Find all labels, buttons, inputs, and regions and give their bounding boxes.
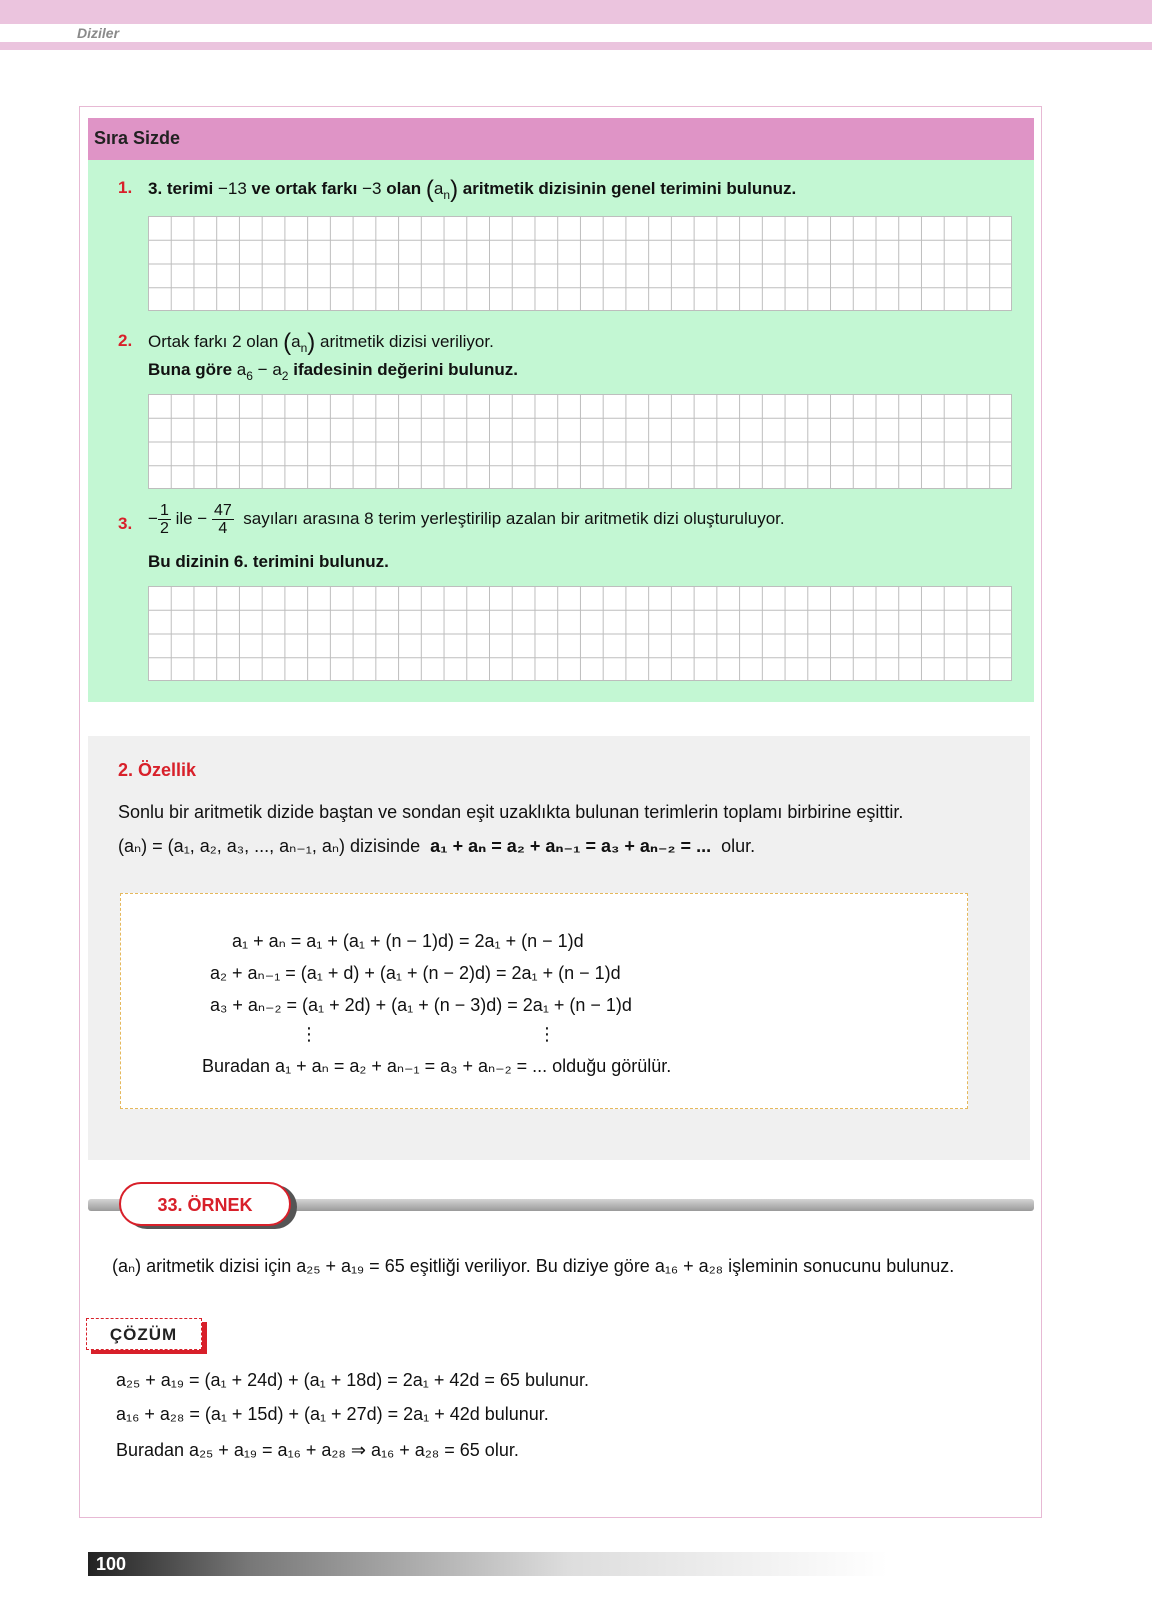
- header-band-bottom: [0, 42, 1152, 50]
- ornek-badge: [119, 1182, 291, 1226]
- proof-conclusion: Buradan a₁ + aₙ = a₂ + aₙ₋₁ = a₃ + aₙ₋₂ = ... olduğu görülür.: [202, 1056, 672, 1076]
- proof-eq-3: a₃ + aₙ₋₂ = (a₁ + 2d) + (a₁ + (n − 3)d) = 2a₁ + (n − 1)d: [210, 995, 632, 1015]
- ornek-question: (aₙ) aritmetik dizisi için a₂₅ + a₁₉ = 65 eşitliği veriliyor. Bu diziye göre a₁₆ + a₂₈ işleminin sonucunu bulunuz.: [112, 1256, 955, 1276]
- sira-sizde-title: Sıra Sizde: [94, 128, 181, 148]
- answer-grid-3[interactable]: [148, 586, 1012, 681]
- ozellik-statement: Sonlu bir aritmetik dizide baştan ve sondan eşit uzaklıkta bulunan terimlerin toplamı birbirine eşittir.: [118, 802, 904, 822]
- header-band-top: [0, 0, 1152, 24]
- cozum-badge: [86, 1318, 202, 1350]
- vdots-left: ⋮: [300, 1024, 318, 1044]
- ornek-label: 33. ÖRNEK: [157, 1195, 253, 1215]
- question-3-number: 3.: [118, 514, 133, 533]
- solution-line-2: a₁₆ + a₂₈ = (a₁ + 15d) + (a₁ + 27d) = 2a₁ + 42d bulunur.: [116, 1404, 549, 1424]
- ozellik-title: 2. Özellik: [118, 760, 197, 780]
- cozum-label: ÇÖZÜM: [109, 1325, 178, 1344]
- sira-sizde-header: [88, 118, 1034, 160]
- vdots-right: ⋮: [538, 1024, 556, 1044]
- answer-grid-2[interactable]: [148, 394, 1012, 489]
- question-1-number: 1.: [118, 178, 133, 197]
- page-number: 100: [96, 1554, 127, 1574]
- fraction-47-4: $\frac{47}{4}$: [213, 502, 232, 537]
- question-2-line-2: Buna göre $a_6 - a_2$ ifadesinin değerini bulunuz.: [148, 360, 519, 383]
- ozellik-sequence-line: (aₙ) = (a₁, a₂, a₃, ..., aₙ₋₁, aₙ) dizisinde a₁ + aₙ = a₂ + aₙ₋₁ = a₃ + aₙ₋₂ = ... olur.: [118, 836, 756, 856]
- proof-eq-2: a₂ + aₙ₋₁ = (a₁ + d) + (a₁ + (n − 2)d) = 2a₁ + (n − 1)d: [210, 963, 621, 983]
- answer-grid-1[interactable]: [148, 216, 1012, 311]
- proof-eq-1: a₁ + aₙ = a₁ + (a₁ + (n − 1)d) = 2a₁ + (n − 1)d: [232, 931, 584, 951]
- question-2-line-1: Ortak farkı 2 olan $(a_n)$ aritmetik dizisi veriliyor.: [148, 329, 494, 356]
- page-number-bar: [88, 1552, 888, 1576]
- question-2-number: 2.: [118, 331, 133, 350]
- question-1-text: 3. terimi −13 ve ortak farkı −3 olan $(a_n)$ aritmetik dizisinin genel terimini bulunuz.: [148, 176, 797, 203]
- question-3-line-2: Bu dizinin 6. terimini bulunuz.: [148, 552, 389, 571]
- fraction-1-2: $\frac{1}{2}$: [159, 502, 169, 537]
- solution-line-1: a₂₅ + a₁₉ = (a₁ + 24d) + (a₁ + 18d) = 2a₁ + 42d = 65 bulunur.: [116, 1370, 589, 1390]
- question-3-line-1: − $\frac{1}{2}$ ile − $\frac{47}{4}$ sayıları arasına 8 terim yerleştirilip azalan bir aritmetik dizi oluşturuluyor.: [148, 502, 785, 537]
- solution-line-3: Buradan a₂₅ + a₁₉ = a₁₆ + a₂₈ ⇒ a₁₆ + a₂₈ = 65 olur.: [116, 1440, 519, 1460]
- chapter-title: Diziler: [77, 25, 120, 41]
